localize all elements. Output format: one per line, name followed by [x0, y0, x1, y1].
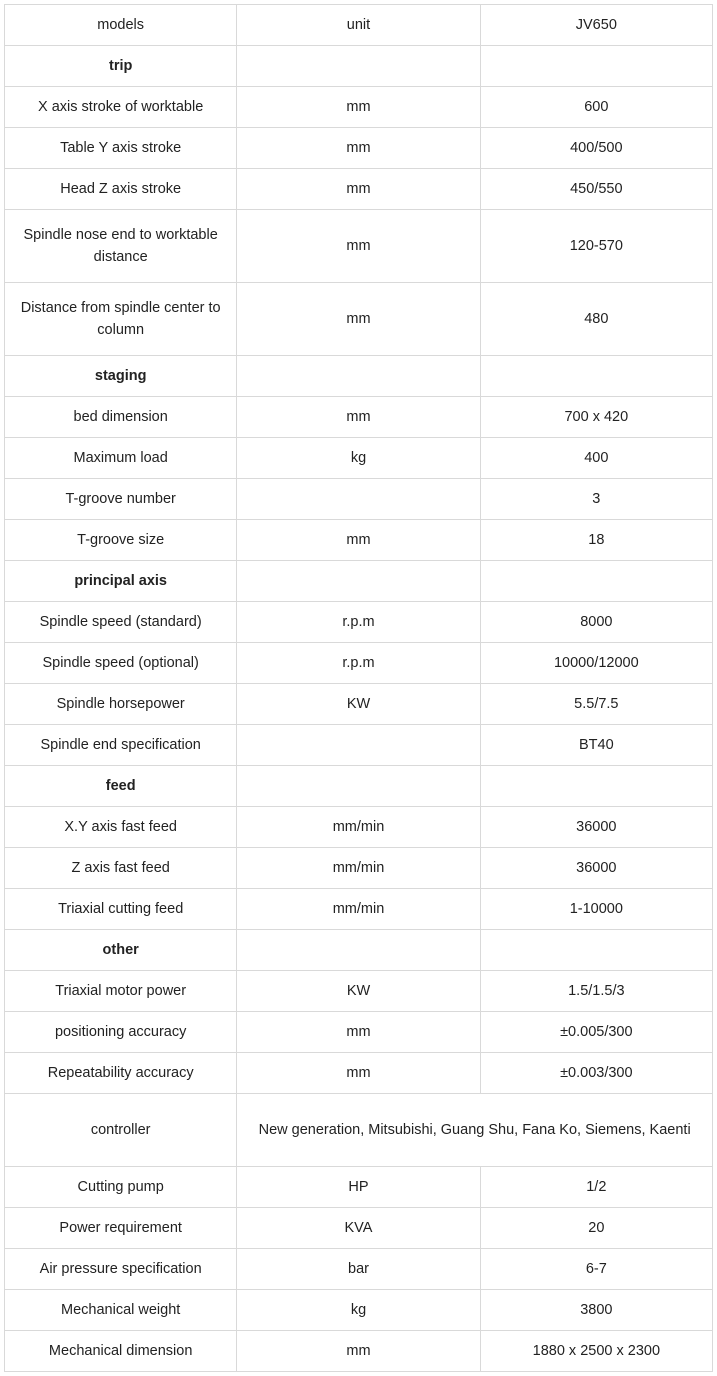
- spec-unit-cell: mm: [237, 520, 480, 561]
- spec-name-cell: Head Z axis stroke: [5, 169, 237, 210]
- spec-value-cell: 6-7: [480, 1249, 712, 1290]
- spec-name-cell: Spindle horsepower: [5, 684, 237, 725]
- spec-unit-cell: [237, 479, 480, 520]
- table-row: [5, 1094, 713, 1167]
- section-header-row: [5, 561, 713, 602]
- header-cell-unit: unit: [237, 5, 480, 46]
- section-title: trip: [5, 46, 237, 87]
- section-spacer-unit: [237, 356, 480, 397]
- section-title: other: [5, 930, 237, 971]
- section-header-row: [5, 356, 713, 397]
- section-spacer-value: [480, 356, 712, 397]
- spec-unit-cell: mm: [237, 1012, 480, 1053]
- table-row: [5, 438, 713, 479]
- table-row: [5, 889, 713, 930]
- table-row: [5, 602, 713, 643]
- spec-unit-cell: KW: [237, 971, 480, 1012]
- spec-value-cell: 1880 x 2500 x 2300: [480, 1331, 712, 1372]
- table-row: [5, 520, 713, 561]
- spec-value-cell: ±0.005/300: [480, 1012, 712, 1053]
- spec-name-cell: Mechanical weight: [5, 1290, 237, 1331]
- spec-value-cell: 3800: [480, 1290, 712, 1331]
- spec-value-cell: 3: [480, 479, 712, 520]
- spec-unit-cell: mm: [237, 1053, 480, 1094]
- spec-name-cell: Spindle nose end to worktable distance: [5, 210, 237, 283]
- header-cell-models: models: [5, 5, 237, 46]
- spec-name-cell: Spindle speed (optional): [5, 643, 237, 684]
- section-spacer-unit: [237, 561, 480, 602]
- spec-value-cell: 600: [480, 87, 712, 128]
- table-row: [5, 848, 713, 889]
- spec-value-cell: New generation, Mitsubishi, Guang Shu, Fana Ko, Siemens, Kaenti: [237, 1094, 713, 1167]
- spec-unit-cell: mm: [237, 1331, 480, 1372]
- spec-value-cell: BT40: [480, 725, 712, 766]
- spec-name-cell: Mechanical dimension: [5, 1331, 237, 1372]
- spec-name-cell: Power requirement: [5, 1208, 237, 1249]
- table-row: [5, 169, 713, 210]
- table-row: [5, 1167, 713, 1208]
- spec-name-cell: Table Y axis stroke: [5, 128, 237, 169]
- spec-unit-cell: mm: [237, 169, 480, 210]
- spec-unit-cell: r.p.m: [237, 643, 480, 684]
- table-row: [5, 128, 713, 169]
- spec-value-cell: 5.5/7.5: [480, 684, 712, 725]
- spec-name-cell: Maximum load: [5, 438, 237, 479]
- spec-unit-cell: KW: [237, 684, 480, 725]
- spec-name-cell: positioning accuracy: [5, 1012, 237, 1053]
- spec-name-cell: T-groove size: [5, 520, 237, 561]
- section-title: staging: [5, 356, 237, 397]
- section-spacer-value: [480, 46, 712, 87]
- spec-name-cell: T-groove number: [5, 479, 237, 520]
- spec-unit-cell: r.p.m: [237, 602, 480, 643]
- table-row: [5, 1290, 713, 1331]
- table-header-row: [5, 5, 713, 46]
- table-row: [5, 1012, 713, 1053]
- spec-unit-cell: [237, 725, 480, 766]
- spec-unit-cell: bar: [237, 1249, 480, 1290]
- spec-value-cell: 1/2: [480, 1167, 712, 1208]
- spec-unit-cell: HP: [237, 1167, 480, 1208]
- spec-name-cell: Triaxial cutting feed: [5, 889, 237, 930]
- section-title: feed: [5, 766, 237, 807]
- spec-value-cell: ±0.003/300: [480, 1053, 712, 1094]
- spec-name-cell: X.Y axis fast feed: [5, 807, 237, 848]
- spec-name-cell: X axis stroke of worktable: [5, 87, 237, 128]
- spec-value-cell: 10000/12000: [480, 643, 712, 684]
- section-spacer-unit: [237, 766, 480, 807]
- spec-unit-cell: mm: [237, 87, 480, 128]
- table-row: [5, 725, 713, 766]
- header-cell-model-value: JV650: [480, 5, 712, 46]
- spec-value-cell: 8000: [480, 602, 712, 643]
- spec-name-cell: Cutting pump: [5, 1167, 237, 1208]
- table-row: [5, 87, 713, 128]
- spec-value-cell: 480: [480, 283, 712, 356]
- spec-value-cell: 18: [480, 520, 712, 561]
- table-row: [5, 210, 713, 283]
- table-row: [5, 397, 713, 438]
- spec-unit-cell: mm/min: [237, 848, 480, 889]
- spec-name-cell: Triaxial motor power: [5, 971, 237, 1012]
- spec-value-cell: 36000: [480, 807, 712, 848]
- spec-unit-cell: KVA: [237, 1208, 480, 1249]
- spec-unit-cell: mm/min: [237, 889, 480, 930]
- spec-name-cell: Air pressure specification: [5, 1249, 237, 1290]
- section-spacer-value: [480, 766, 712, 807]
- spec-value-cell: 120-570: [480, 210, 712, 283]
- section-header-row: [5, 46, 713, 87]
- table-row: [5, 1053, 713, 1094]
- table-row: [5, 684, 713, 725]
- spec-unit-cell: mm: [237, 128, 480, 169]
- table-row: [5, 1331, 713, 1372]
- spec-name-cell: controller: [5, 1094, 237, 1167]
- spec-value-cell: 400: [480, 438, 712, 479]
- section-spacer-unit: [237, 46, 480, 87]
- spec-value-cell: 1-10000: [480, 889, 712, 930]
- section-spacer-value: [480, 930, 712, 971]
- table-row: [5, 1249, 713, 1290]
- spec-unit-cell: mm/min: [237, 807, 480, 848]
- table-row: [5, 807, 713, 848]
- specification-table: [4, 4, 713, 1372]
- spec-unit-cell: kg: [237, 1290, 480, 1331]
- spec-value-cell: 1.5/1.5/3: [480, 971, 712, 1012]
- section-spacer-value: [480, 561, 712, 602]
- spec-name-cell: Spindle end specification: [5, 725, 237, 766]
- table-row: [5, 643, 713, 684]
- table-row: [5, 479, 713, 520]
- spec-value-cell: 36000: [480, 848, 712, 889]
- section-title: principal axis: [5, 561, 237, 602]
- spec-name-cell: Z axis fast feed: [5, 848, 237, 889]
- spec-name-cell: Spindle speed (standard): [5, 602, 237, 643]
- spec-unit-cell: mm: [237, 397, 480, 438]
- section-spacer-unit: [237, 930, 480, 971]
- spec-value-cell: 400/500: [480, 128, 712, 169]
- spec-value-cell: 450/550: [480, 169, 712, 210]
- spec-name-cell: Distance from spindle center to column: [5, 283, 237, 356]
- spec-value-cell: 20: [480, 1208, 712, 1249]
- section-header-row: [5, 930, 713, 971]
- table-row: [5, 971, 713, 1012]
- spec-unit-cell: mm: [237, 283, 480, 356]
- table-row: [5, 1208, 713, 1249]
- section-header-row: [5, 766, 713, 807]
- spec-name-cell: Repeatability accuracy: [5, 1053, 237, 1094]
- spec-unit-cell: kg: [237, 438, 480, 479]
- spec-name-cell: bed dimension: [5, 397, 237, 438]
- spec-value-cell: 700 x 420: [480, 397, 712, 438]
- spec-unit-cell: mm: [237, 210, 480, 283]
- table-row: [5, 283, 713, 356]
